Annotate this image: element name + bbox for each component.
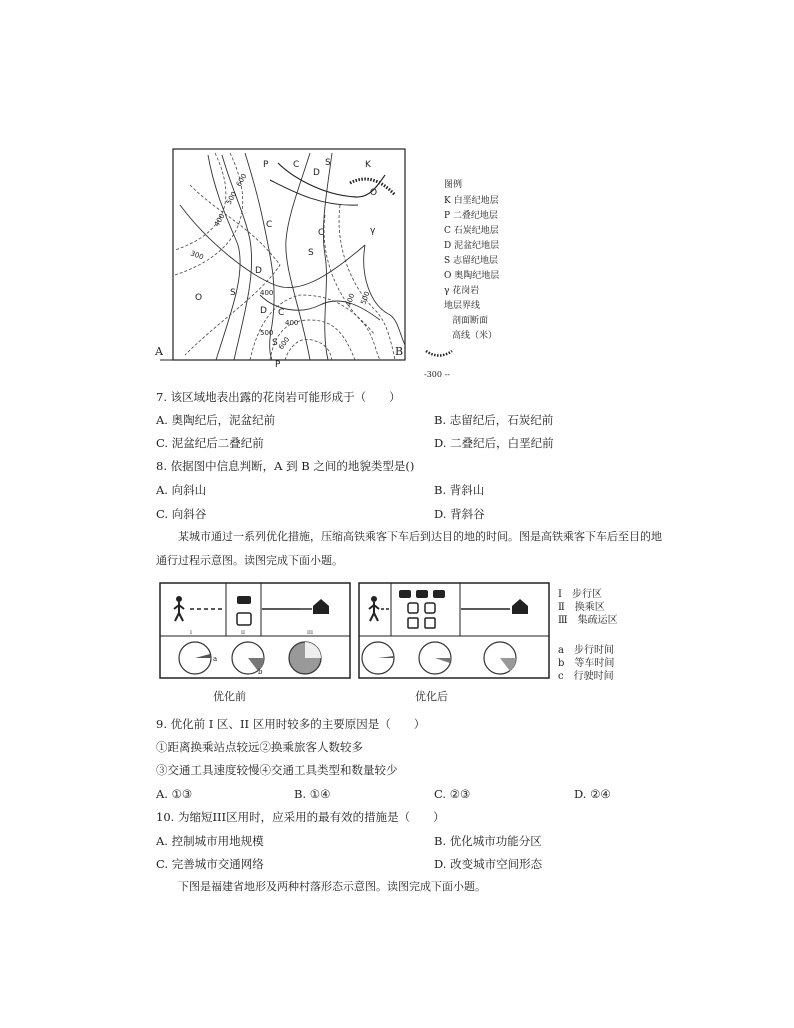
svg-text:500: 500 <box>359 290 372 306</box>
q10-stem: 10. 为缩短III区用时，应采用的最有效的措施是（ ） <box>156 810 445 824</box>
svg-text:II: II <box>241 630 245 636</box>
svg-text:400: 400 <box>260 289 274 297</box>
svg-text:400: 400 <box>212 212 227 228</box>
pie-a-label: a <box>213 655 218 663</box>
pie-b-label: b <box>258 668 263 676</box>
q8-option-c: C. 向斜谷 <box>156 507 207 521</box>
svg-text:S: S <box>325 158 331 168</box>
q7-option-a: A. 奥陶纪后，泥盆纪前 <box>156 413 276 427</box>
svg-text:400: 400 <box>344 292 357 308</box>
after-label: 优化后 <box>415 690 448 703</box>
legend-item: -300 -- <box>424 370 450 379</box>
geologic-map <box>155 145 410 370</box>
legend-hatch-symbol <box>424 348 454 358</box>
legend-title: 图例 <box>444 180 463 190</box>
svg-text:500: 500 <box>224 190 239 206</box>
q10-option-b: B. 优化城市功能分区 <box>434 834 542 848</box>
svg-text:III: III <box>307 630 313 636</box>
q10-option-a: A. 控制城市用地规模 <box>156 834 264 848</box>
q8-option-a: A. 向斜山 <box>156 483 207 497</box>
legend-item: O 奥陶纪地层 <box>444 271 500 281</box>
svg-text:D: D <box>313 168 320 178</box>
svg-text:S: S <box>230 288 236 298</box>
svg-text:C: C <box>318 228 325 238</box>
q7-stem: 7. 该区域地表出露的花岗岩可能形成于（ ） <box>156 390 401 404</box>
legend-item: D 泥盆纪地层 <box>444 241 500 251</box>
zone-legend-item: Ⅱ 换乘区 <box>558 602 605 613</box>
q9-statement-2: ③交通工具速度较慢④交通工具类型和数量较少 <box>156 763 398 777</box>
svg-text:600: 600 <box>277 335 292 352</box>
time-legend-item: a 步行时间 <box>558 645 614 656</box>
q9-statement-1: ①距离换乘站点较远②换乘旅客人数较多 <box>156 740 363 754</box>
q9-stem: 9. 优化前 I 区、II 区用时较多的主要原因是（ ） <box>156 717 426 731</box>
svg-text:P: P <box>275 360 281 370</box>
q7-option-b: B. 志留纪后，石炭纪前 <box>434 413 554 427</box>
time-legend-item: c 行驶时间 <box>558 671 614 682</box>
intro-paragraph-cont: 通行过程示意图。读图完成下面小题。 <box>156 554 343 567</box>
svg-text:300: 300 <box>189 249 205 262</box>
svg-text:C: C <box>278 308 285 318</box>
zone-legend-item: Ⅰ 步行区 <box>558 589 602 600</box>
point-a-label: A <box>155 345 163 358</box>
legend-item: C 石炭纪地层 <box>444 226 499 236</box>
svg-text:C: C <box>266 220 273 230</box>
q9-option-c: C. ②③ <box>434 787 471 801</box>
svg-text:500: 500 <box>260 329 274 337</box>
svg-text:S: S <box>272 338 278 348</box>
svg-text:O: O <box>370 188 378 198</box>
legend-item: P 二叠纪地层 <box>444 211 498 221</box>
legend-item: γ 花岗岩 <box>444 286 480 296</box>
q9-option-a: A. ①③ <box>156 787 193 801</box>
q10-option-c: C. 完善城市交通网络 <box>156 857 264 871</box>
q8-option-b: B. 背斜山 <box>434 483 485 497</box>
legend-item: K 白垩纪地层 <box>444 196 499 206</box>
svg-text:γ: γ <box>370 226 376 236</box>
legend-item: 地层界线 <box>444 301 481 311</box>
legend-item: S 志留纪地层 <box>444 256 499 266</box>
svg-text:400: 400 <box>285 319 299 327</box>
time-legend-item: b 等车时间 <box>558 658 615 669</box>
q10-option-d: D. 改变城市空间形态 <box>434 857 543 871</box>
svg-text:D: D <box>260 306 267 316</box>
before-label: 优化前 <box>213 690 246 703</box>
q8-stem: 8. 依据图中信息判断，A 到 B 之间的地貌类型是() <box>156 459 415 473</box>
q7-option-d: D. 二叠纪后，白垩纪前 <box>434 436 554 450</box>
svg-text:O: O <box>195 293 203 303</box>
svg-text:I: I <box>190 630 192 636</box>
q9-option-b: B. ①④ <box>294 787 331 801</box>
svg-text:S: S <box>308 248 314 258</box>
legend-item: 剖面断面 <box>452 316 489 326</box>
q9-option-d: D. ②④ <box>574 787 611 801</box>
svg-text:D: D <box>255 266 262 276</box>
transit-diagram <box>155 580 655 705</box>
svg-text:P: P <box>263 160 269 170</box>
zone-legend-item: Ⅲ 集疏运区 <box>558 615 618 626</box>
legend-item: 高线（米） <box>452 331 498 341</box>
point-b-label: B <box>395 345 404 358</box>
map-legend <box>424 180 554 380</box>
svg-text:K: K <box>365 160 371 170</box>
svg-text:600: 600 <box>234 172 249 188</box>
q8-option-d: D. 背斜谷 <box>434 507 485 521</box>
intro-paragraph: 某城市通过一系列优化措施，压缩高铁乘客下车后到达目的地的时间。图是高铁乘客下车后至目的地 <box>178 530 662 543</box>
svg-text:C: C <box>293 160 300 170</box>
intro-paragraph-2: 下图是福建省地形及两种村落形态示意图。读图完成下面小题。 <box>178 880 486 893</box>
q7-option-c: C. 泥盆纪后二叠纪前 <box>156 436 264 450</box>
